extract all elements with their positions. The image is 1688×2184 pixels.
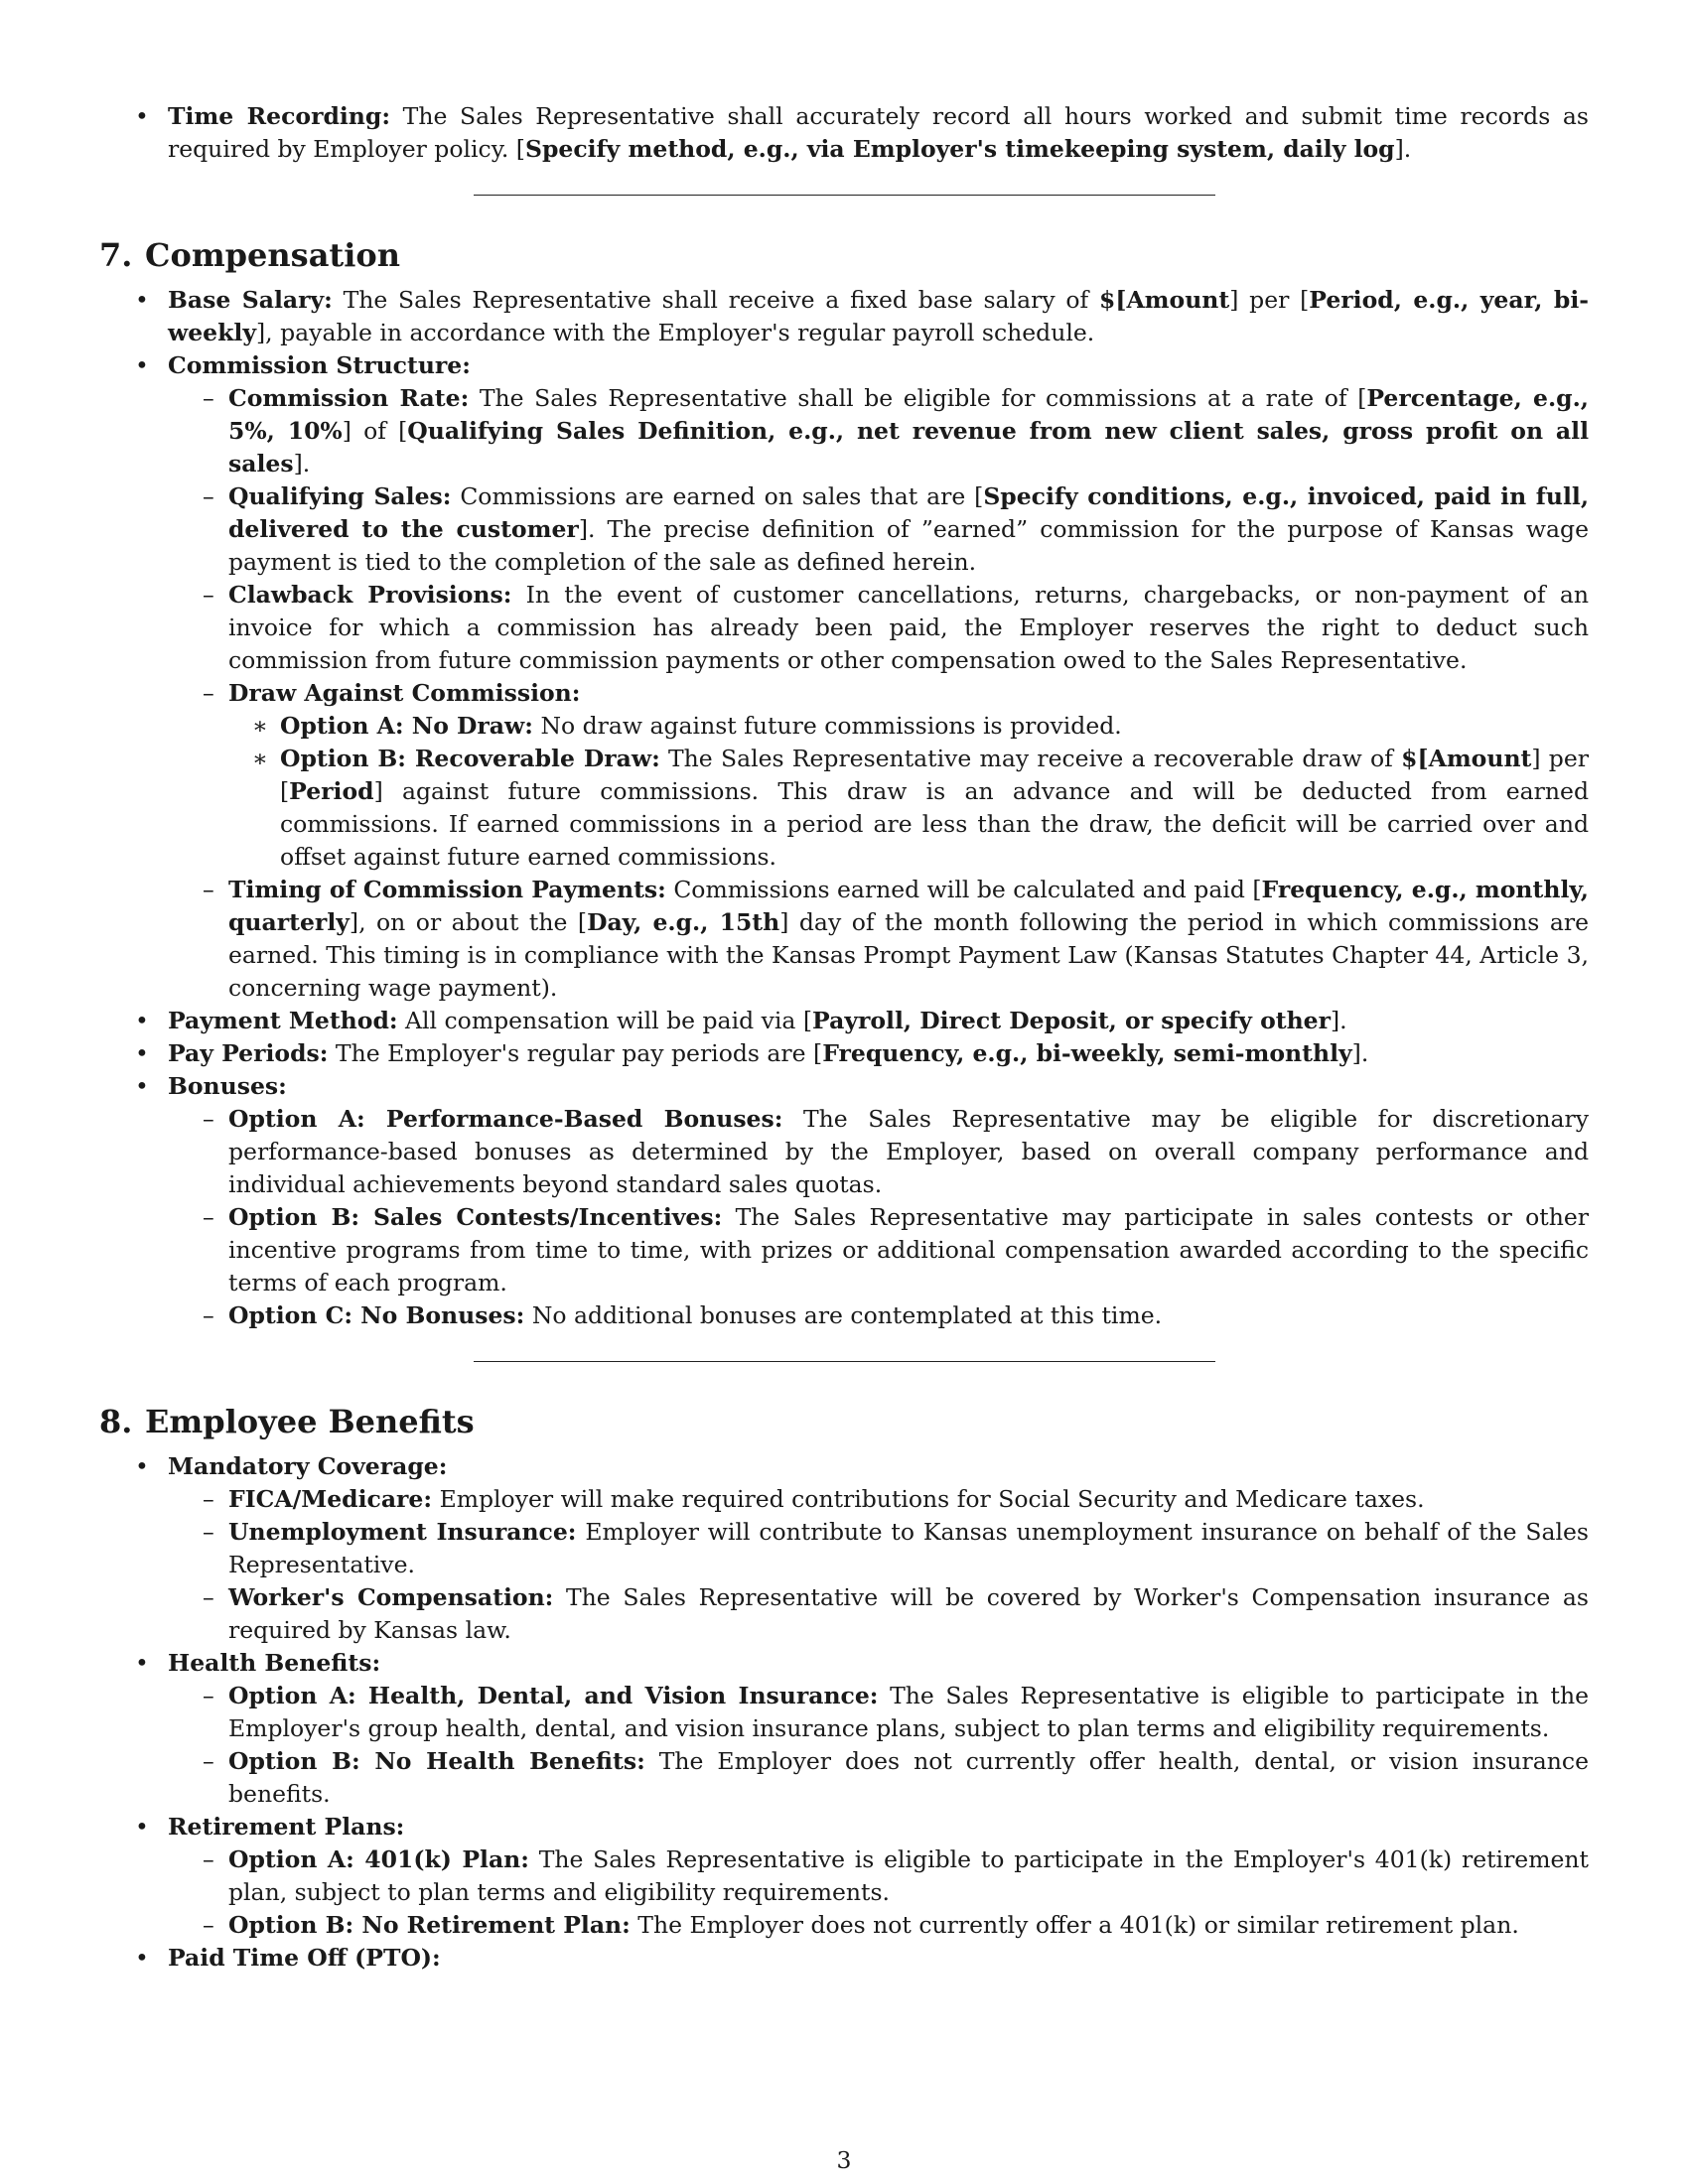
page-number: 3 [836, 2146, 852, 2174]
health-sublist [168, 1680, 1589, 1811]
commission-sublist [168, 382, 1589, 1005]
bonus-option-c: – Option C: No Bonuses: No additional bonuses are contemplated at this time. [168, 1299, 1589, 1332]
section-divider [474, 195, 1215, 196]
health-option-a: – Option A: Health, Dental, and Vision Insurance: The Sales Representative is eligible to participate in the Employer's group health, dental, and vision insurance plans, subject to plan terms and eligibility requirements. [168, 1680, 1589, 1745]
benefits-list [99, 1450, 1589, 1975]
unemployment-item: – Unemployment Insurance: Employer will contribute to Kansas unemployment insurance on behalf of the Sales Representative. [168, 1516, 1589, 1581]
retirement-option-a: – Option A: 401(k) Plan: The Sales Representative is eligible to participate in the Employer's 401(k) retirement plan, subject to plan terms and eligibility requirements. [168, 1843, 1589, 1909]
bonus-option-a: – Option A: Performance-Based Bonuses: The Sales Representative may be eligible for discretionary performance-based bonuses as determined by the Employer, based on overall company performance and individual achievements beyond standard sales quotas. [168, 1103, 1589, 1201]
commission-timing-item: – Timing of Commission Payments: Commissions earned will be calculated and paid [Frequency, e.g., monthly, quarterly], on or about the [Day, e.g., 15th] day of the month following the period in which commissions are earned. This timing is in compliance with the Kansas Prompt Payment Law (Kansas Statutes Chapter 44, Article 3, concerning wage payment). [168, 874, 1589, 1005]
retirement-option-b: – Option B: No Retirement Plan: The Employer does not currently offer a 401(k) or similar retirement plan. [168, 1909, 1589, 1942]
pay-periods-item: • Pay Periods: The Employer's regular pay periods are [Frequency, e.g., bi-weekly, semi-monthly]. [99, 1037, 1589, 1070]
health-benefits-item: • Health Benefits: – Option A: Health, Dental, and Vision Insurance: The Sales Representative is eligible to participate in the Employer's group health, dental, and vision insurance plans, subject to plan terms and eligibility requirements. – Option B: No Health Benefits: The Employer does not currently offer health, dental, or vision insurance benefits. [99, 1647, 1589, 1811]
section-heading-compensation: 7. Compensation [99, 236, 400, 274]
workers-comp-item: – Worker's Compensation: The Sales Representative will be covered by Worker's Compensation insurance as required by Kansas law. [168, 1581, 1589, 1647]
time-recording-item: • Time Recording: The Sales Representative shall accurately record all hours worked and submit time records as required by Employer policy. [Specify method, e.g., via Employer's timekeeping system, daily log]. [99, 100, 1589, 166]
item-label: Time Recording: [168, 102, 390, 130]
bonuses-item: • Bonuses: – Option A: Performance-Based Bonuses: The Sales Representative may be eligible for discretionary performance-based bonuses as determined by the Employer, based on overall company performance and individual achievements beyond standard sales quotas. – Option B: Sales Contests/Incentives: The Sales Representative may participate in sales contests or other incentive programs from time to time, with prizes or additional compensation awarded according to the specific terms of each program. – Option C: No Bonuses: No additional bonuses are contemplated at this time. [99, 1070, 1589, 1332]
retirement-sublist [168, 1843, 1589, 1942]
page-content [99, 100, 1589, 1975]
clawback-item: – Clawback Provisions: In the event of customer cancellations, returns, chargebacks, or non-payment of an invoice for which a commission has already been paid, the Employer reserves the right to deduct such commission from future commission payments or other compensation owed to the Sales Representative. [168, 579, 1589, 677]
draw-option-a: ∗ Option A: No Draw: No draw against future commissions is provided. [228, 710, 1589, 743]
section-divider [474, 1361, 1215, 1362]
commission-structure-item: • Commission Structure: – Commission Rate: The Sales Representative shall be eligible for commissions at a rate of [Percentage, e.g., 5%, 10%] of [Qualifying Sales Definition, e.g., net revenue from new client sales, gross profit on all sales]. – Qualifying Sales: Commissions are earned on sales that are [Specify conditions, e.g., invoiced, paid in full, delivered to the customer]. The precise definition of ”earned” commission for the purpose of Kansas wage payment is tied to the completion of the sale as defined herein. – Clawback Provisions: In the event of customer cancellations, returns, chargebacks, or non-payment of an invoice for which a commission has already been paid, the Employer reserves the right to deduct such commission from future commission payments or other compensation owed to the Sales Representative. – Draw Against Commission: ∗ Option A: No Draw: No draw against future commissions is provided. ∗ Option B: Recoverable Draw: The Sales Representative may receive a recoverable draw of $[Amount] per [Period] against future commissions. This draw is an advance and will be deducted from earned commissions. If earned commissions in a period are less than the draw, the deficit will be carried over and offset against future earned commissions. – Timing of Commission Payments: Commissions earned will be calculated and paid [Frequency, e.g., monthly, quarterly], on or about the [Day, e.g., 15th] day of the month following the period in which commissions are earned. This timing is in compliance with the Kansas Prompt Payment Law (Kansas Statutes Chapter 44, Article 3, concerning wage payment). [99, 349, 1589, 1005]
pto-item: • Paid Time Off (PTO): [99, 1942, 1589, 1975]
qualifying-sales-item: – Qualifying Sales: Commissions are earned on sales that are [Specify conditions, e.g., invoiced, paid in full, delivered to the customer]. The precise definition of ”earned” commission for the purpose of Kansas wage payment is tied to the completion of the sale as defined herein. [168, 480, 1589, 579]
mandatory-sublist [168, 1483, 1589, 1647]
base-salary-item: • Base Salary: The Sales Representative shall receive a fixed base salary of $[Amount] per [Period, e.g., year, bi-weekly], payable in accordance with the Employer's regular payroll schedule. [99, 284, 1589, 349]
retirement-plans-item: • Retirement Plans: – Option A: 401(k) Plan: The Sales Representative is eligible to participate in the Employer's 401(k) retirement plan, subject to plan terms and eligibility requirements. – Option B: No Retirement Plan: The Employer does not currently offer a 401(k) or similar retirement plan. [99, 1811, 1589, 1942]
bonus-option-b: – Option B: Sales Contests/Incentives: The Sales Representative may participate in sales contests or other incentive programs from time to time, with prizes or additional compensation awarded according to the specific terms of each program. [168, 1201, 1589, 1299]
bonuses-sublist [168, 1103, 1589, 1332]
draw-item: – Draw Against Commission: ∗ Option A: No Draw: No draw against future commissions is provided. ∗ Option B: Recoverable Draw: The Sales Representative may receive a recoverable draw of $[Amount] per [Period] against future commissions. This draw is an advance and will be deducted from earned commissions. If earned commissions in a period are less than the draw, the deficit will be carried over and offset against future earned commissions. [168, 677, 1589, 874]
draw-option-b: ∗ Option B: Recoverable Draw: The Sales Representative may receive a recoverable draw of $[Amount] per [Period] against future commissions. This draw is an advance and will be deducted from earned commissions. If earned commissions in a period are less than the draw, the deficit will be carried over and offset against future earned commissions. [228, 743, 1589, 874]
fica-item: – FICA/Medicare: Employer will make required contributions for Social Security and Medicare taxes. [168, 1483, 1589, 1516]
draw-sublist [228, 710, 1589, 874]
commission-rate-item: – Commission Rate: The Sales Representative shall be eligible for commissions at a rate of [Percentage, e.g., 5%, 10%] of [Qualifying Sales Definition, e.g., net revenue from new client sales, gross profit on all sales]. [168, 382, 1589, 480]
health-option-b: – Option B: No Health Benefits: The Employer does not currently offer health, dental, or vision insurance benefits. [168, 1745, 1589, 1811]
section-heading-employee-benefits: 8. Employee Benefits [99, 1403, 475, 1440]
compensation-list [99, 284, 1589, 1332]
payment-method-item: • Payment Method: All compensation will be paid via [Payroll, Direct Deposit, or specify other]. [99, 1005, 1589, 1037]
time-recording-list [99, 100, 1589, 166]
mandatory-coverage-item: • Mandatory Coverage: – FICA/Medicare: Employer will make required contributions for Social Security and Medicare taxes. – Unemployment Insurance: Employer will contribute to Kansas unemployment insurance on behalf of the Sales Representative. – Worker's Compensation: The Sales Representative will be covered by Worker's Compensation insurance as required by Kansas law. [99, 1450, 1589, 1647]
